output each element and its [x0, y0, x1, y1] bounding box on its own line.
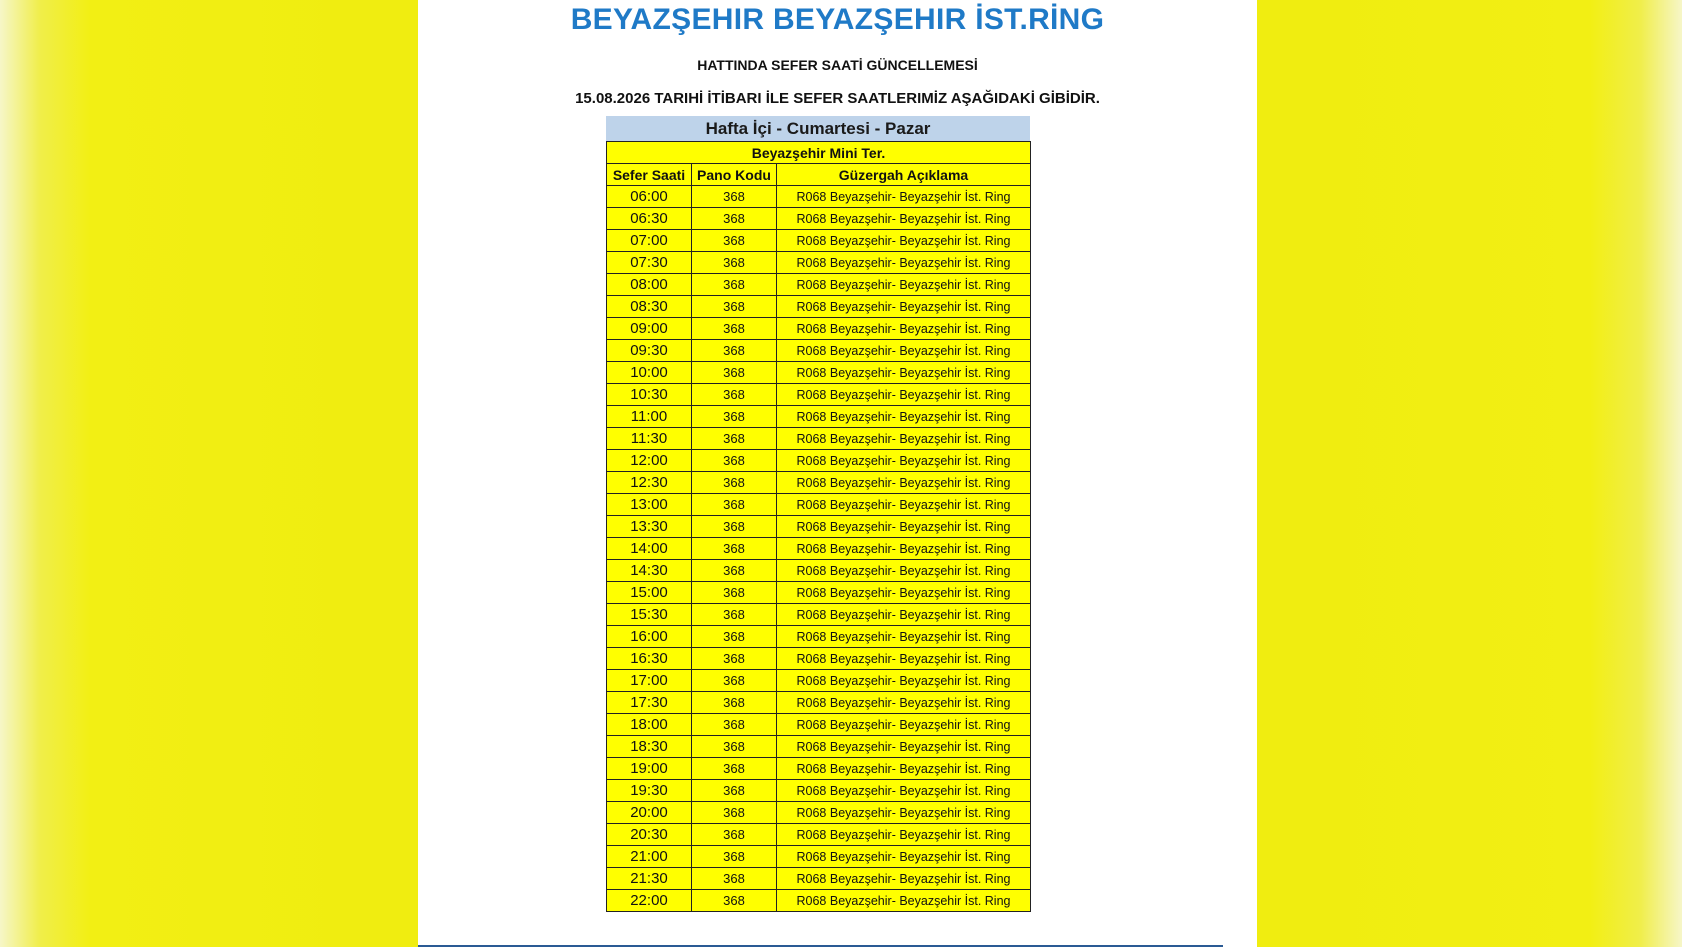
pano-code: 368: [692, 692, 777, 714]
route-description: R068 Beyazşehir- Beyazşehir İst. Ring: [777, 362, 1031, 384]
pano-code: 368: [692, 648, 777, 670]
pano-code: 368: [692, 406, 777, 428]
route-description: R068 Beyazşehir- Beyazşehir İst. Ring: [777, 538, 1031, 560]
departure-time: 12:30: [607, 472, 692, 494]
pano-code: 368: [692, 296, 777, 318]
departure-time: 06:30: [607, 208, 692, 230]
terminal-name: Beyazşehir Mini Ter.: [607, 142, 1031, 164]
route-description: R068 Beyazşehir- Beyazşehir İst. Ring: [777, 472, 1031, 494]
table-row: [607, 714, 1031, 736]
departure-time: 17:00: [607, 670, 692, 692]
table-row: [607, 318, 1031, 340]
route-description: R068 Beyazşehir- Beyazşehir İst. Ring: [777, 824, 1031, 846]
departure-time: 19:30: [607, 780, 692, 802]
departure-time: 10:30: [607, 384, 692, 406]
departure-time: 09:00: [607, 318, 692, 340]
departure-time: 22:00: [607, 890, 692, 912]
table-row: [607, 362, 1031, 384]
route-description: R068 Beyazşehir- Beyazşehir İst. Ring: [777, 450, 1031, 472]
route-description: R068 Beyazşehir- Beyazşehir İst. Ring: [777, 626, 1031, 648]
table-row: [607, 780, 1031, 802]
departure-time: 14:30: [607, 560, 692, 582]
table-row: [607, 582, 1031, 604]
table-row: [607, 494, 1031, 516]
route-description: R068 Beyazşehir- Beyazşehir İst. Ring: [777, 384, 1031, 406]
pano-code: 368: [692, 780, 777, 802]
table-row: [607, 516, 1031, 538]
route-description: R068 Beyazşehir- Beyazşehir İst. Ring: [777, 406, 1031, 428]
table-row: [607, 472, 1031, 494]
effective-date-notice: 15.08.2026 TARIHİ İTİBARI İLE SEFER SAATLERIMİZ AŞAĞIDAKİ GİBİDİR.: [575, 90, 1100, 107]
route-description: R068 Beyazşehir- Beyazşehir İst. Ring: [777, 582, 1031, 604]
table-row: [607, 868, 1031, 890]
departure-time: 21:30: [607, 868, 692, 890]
pano-code: 368: [692, 230, 777, 252]
pano-code: 368: [692, 824, 777, 846]
route-description: R068 Beyazşehir- Beyazşehir İst. Ring: [777, 780, 1031, 802]
departure-time: 09:30: [607, 340, 692, 362]
route-description: R068 Beyazşehir- Beyazşehir İst. Ring: [777, 692, 1031, 714]
departure-time: 16:00: [607, 626, 692, 648]
table-row: [607, 186, 1031, 208]
table-row: [607, 230, 1031, 252]
schedule-table: [606, 141, 1031, 912]
route-description: R068 Beyazşehir- Beyazşehir İst. Ring: [777, 670, 1031, 692]
route-description: R068 Beyazşehir- Beyazşehir İst. Ring: [777, 428, 1031, 450]
column-header-row: [607, 164, 1031, 186]
pano-code: 368: [692, 626, 777, 648]
table-row: [607, 450, 1031, 472]
table-row: [607, 692, 1031, 714]
departure-time: 13:30: [607, 516, 692, 538]
table-row: [607, 846, 1031, 868]
table-row: [607, 296, 1031, 318]
pano-code: 368: [692, 582, 777, 604]
departure-time: 18:30: [607, 736, 692, 758]
table-row: [607, 340, 1031, 362]
departure-time: 07:00: [607, 230, 692, 252]
table-row: [607, 384, 1031, 406]
service-days-header: Hafta İçi - Cumartesi - Pazar: [606, 116, 1030, 141]
pano-code: 368: [692, 340, 777, 362]
departure-time: 08:00: [607, 274, 692, 296]
route-description: R068 Beyazşehir- Beyazşehir İst. Ring: [777, 494, 1031, 516]
departure-time: 15:00: [607, 582, 692, 604]
departure-time: 21:00: [607, 846, 692, 868]
table-row: [607, 802, 1031, 824]
departure-time: 13:00: [607, 494, 692, 516]
pano-code: 368: [692, 494, 777, 516]
pano-code: 368: [692, 846, 777, 868]
route-description: R068 Beyazşehir- Beyazşehir İst. Ring: [777, 230, 1031, 252]
table-row: [607, 758, 1031, 780]
departure-time: 15:30: [607, 604, 692, 626]
table-row: [607, 406, 1031, 428]
route-description: R068 Beyazşehir- Beyazşehir İst. Ring: [777, 318, 1031, 340]
route-description: R068 Beyazşehir- Beyazşehir İst. Ring: [777, 604, 1031, 626]
pano-code: 368: [692, 802, 777, 824]
route-description: R068 Beyazşehir- Beyazşehir İst. Ring: [777, 736, 1031, 758]
departure-time: 12:00: [607, 450, 692, 472]
pano-code: 368: [692, 362, 777, 384]
departure-time: 11:00: [607, 406, 692, 428]
table-row: [607, 538, 1031, 560]
pano-code: 368: [692, 472, 777, 494]
departure-time: 16:30: [607, 648, 692, 670]
pano-code: 368: [692, 714, 777, 736]
departure-time: 18:00: [607, 714, 692, 736]
table-row: [607, 208, 1031, 230]
pano-code: 368: [692, 516, 777, 538]
pano-code: 368: [692, 450, 777, 472]
route-description: R068 Beyazşehir- Beyazşehir İst. Ring: [777, 274, 1031, 296]
departure-time: 06:00: [607, 186, 692, 208]
route-description: R068 Beyazşehir- Beyazşehir İst. Ring: [777, 890, 1031, 912]
route-description: R068 Beyazşehir- Beyazşehir İst. Ring: [777, 560, 1031, 582]
route-description: R068 Beyazşehir- Beyazşehir İst. Ring: [777, 868, 1031, 890]
pano-code: 368: [692, 318, 777, 340]
table-row: [607, 670, 1031, 692]
route-description: R068 Beyazşehir- Beyazşehir İst. Ring: [777, 802, 1031, 824]
pano-code: 368: [692, 868, 777, 890]
route-description: R068 Beyazşehir- Beyazşehir İst. Ring: [777, 714, 1031, 736]
route-description: R068 Beyazşehir- Beyazşehir İst. Ring: [777, 758, 1031, 780]
pano-code: 368: [692, 604, 777, 626]
document-subtitle: HATTINDA SEFER SAATİ GÜNCELLEMESİ: [697, 57, 978, 73]
departure-time: 07:30: [607, 252, 692, 274]
departure-time: 14:00: [607, 538, 692, 560]
departure-time: 10:00: [607, 362, 692, 384]
table-row: [607, 890, 1031, 912]
terminal-row: [607, 142, 1031, 164]
pano-code: 368: [692, 252, 777, 274]
column-header-route: Güzergah Açıklama: [777, 164, 1031, 186]
departure-time: 08:30: [607, 296, 692, 318]
route-description: R068 Beyazşehir- Beyazşehir İst. Ring: [777, 252, 1031, 274]
column-header-code: Pano Kodu: [692, 164, 777, 186]
table-row: [607, 428, 1031, 450]
route-description: R068 Beyazşehir- Beyazşehir İst. Ring: [777, 340, 1031, 362]
schedule-document: [418, 0, 1257, 947]
table-row: [607, 604, 1031, 626]
pano-code: 368: [692, 208, 777, 230]
pano-code: 368: [692, 428, 777, 450]
pano-code: 368: [692, 384, 777, 406]
table-row: [607, 252, 1031, 274]
departure-time: 11:30: [607, 428, 692, 450]
route-description: R068 Beyazşehir- Beyazşehir İst. Ring: [777, 846, 1031, 868]
pano-code: 368: [692, 736, 777, 758]
table-row: [607, 648, 1031, 670]
departure-time: 20:30: [607, 824, 692, 846]
table-row: [607, 274, 1031, 296]
route-description: R068 Beyazşehir- Beyazşehir İst. Ring: [777, 208, 1031, 230]
table-row: [607, 560, 1031, 582]
document-title: BEYAZŞEHIR BEYAZŞEHIR İST.RİNG: [570, 3, 1105, 36]
pano-code: 368: [692, 670, 777, 692]
departure-time: 20:00: [607, 802, 692, 824]
route-description: R068 Beyazşehir- Beyazşehir İst. Ring: [777, 516, 1031, 538]
pano-code: 368: [692, 274, 777, 296]
route-description: R068 Beyazşehir- Beyazşehir İst. Ring: [777, 648, 1031, 670]
route-description: R068 Beyazşehir- Beyazşehir İst. Ring: [777, 296, 1031, 318]
pano-code: 368: [692, 560, 777, 582]
table-row: [607, 736, 1031, 758]
departure-time: 17:30: [607, 692, 692, 714]
departure-time: 19:00: [607, 758, 692, 780]
column-header-time: Sefer Saati: [607, 164, 692, 186]
table-row: [607, 824, 1031, 846]
table-row: [607, 626, 1031, 648]
route-description: R068 Beyazşehir- Beyazşehir İst. Ring: [777, 186, 1031, 208]
pano-code: 368: [692, 758, 777, 780]
pano-code: 368: [692, 890, 777, 912]
pano-code: 368: [692, 538, 777, 560]
pano-code: 368: [692, 186, 777, 208]
